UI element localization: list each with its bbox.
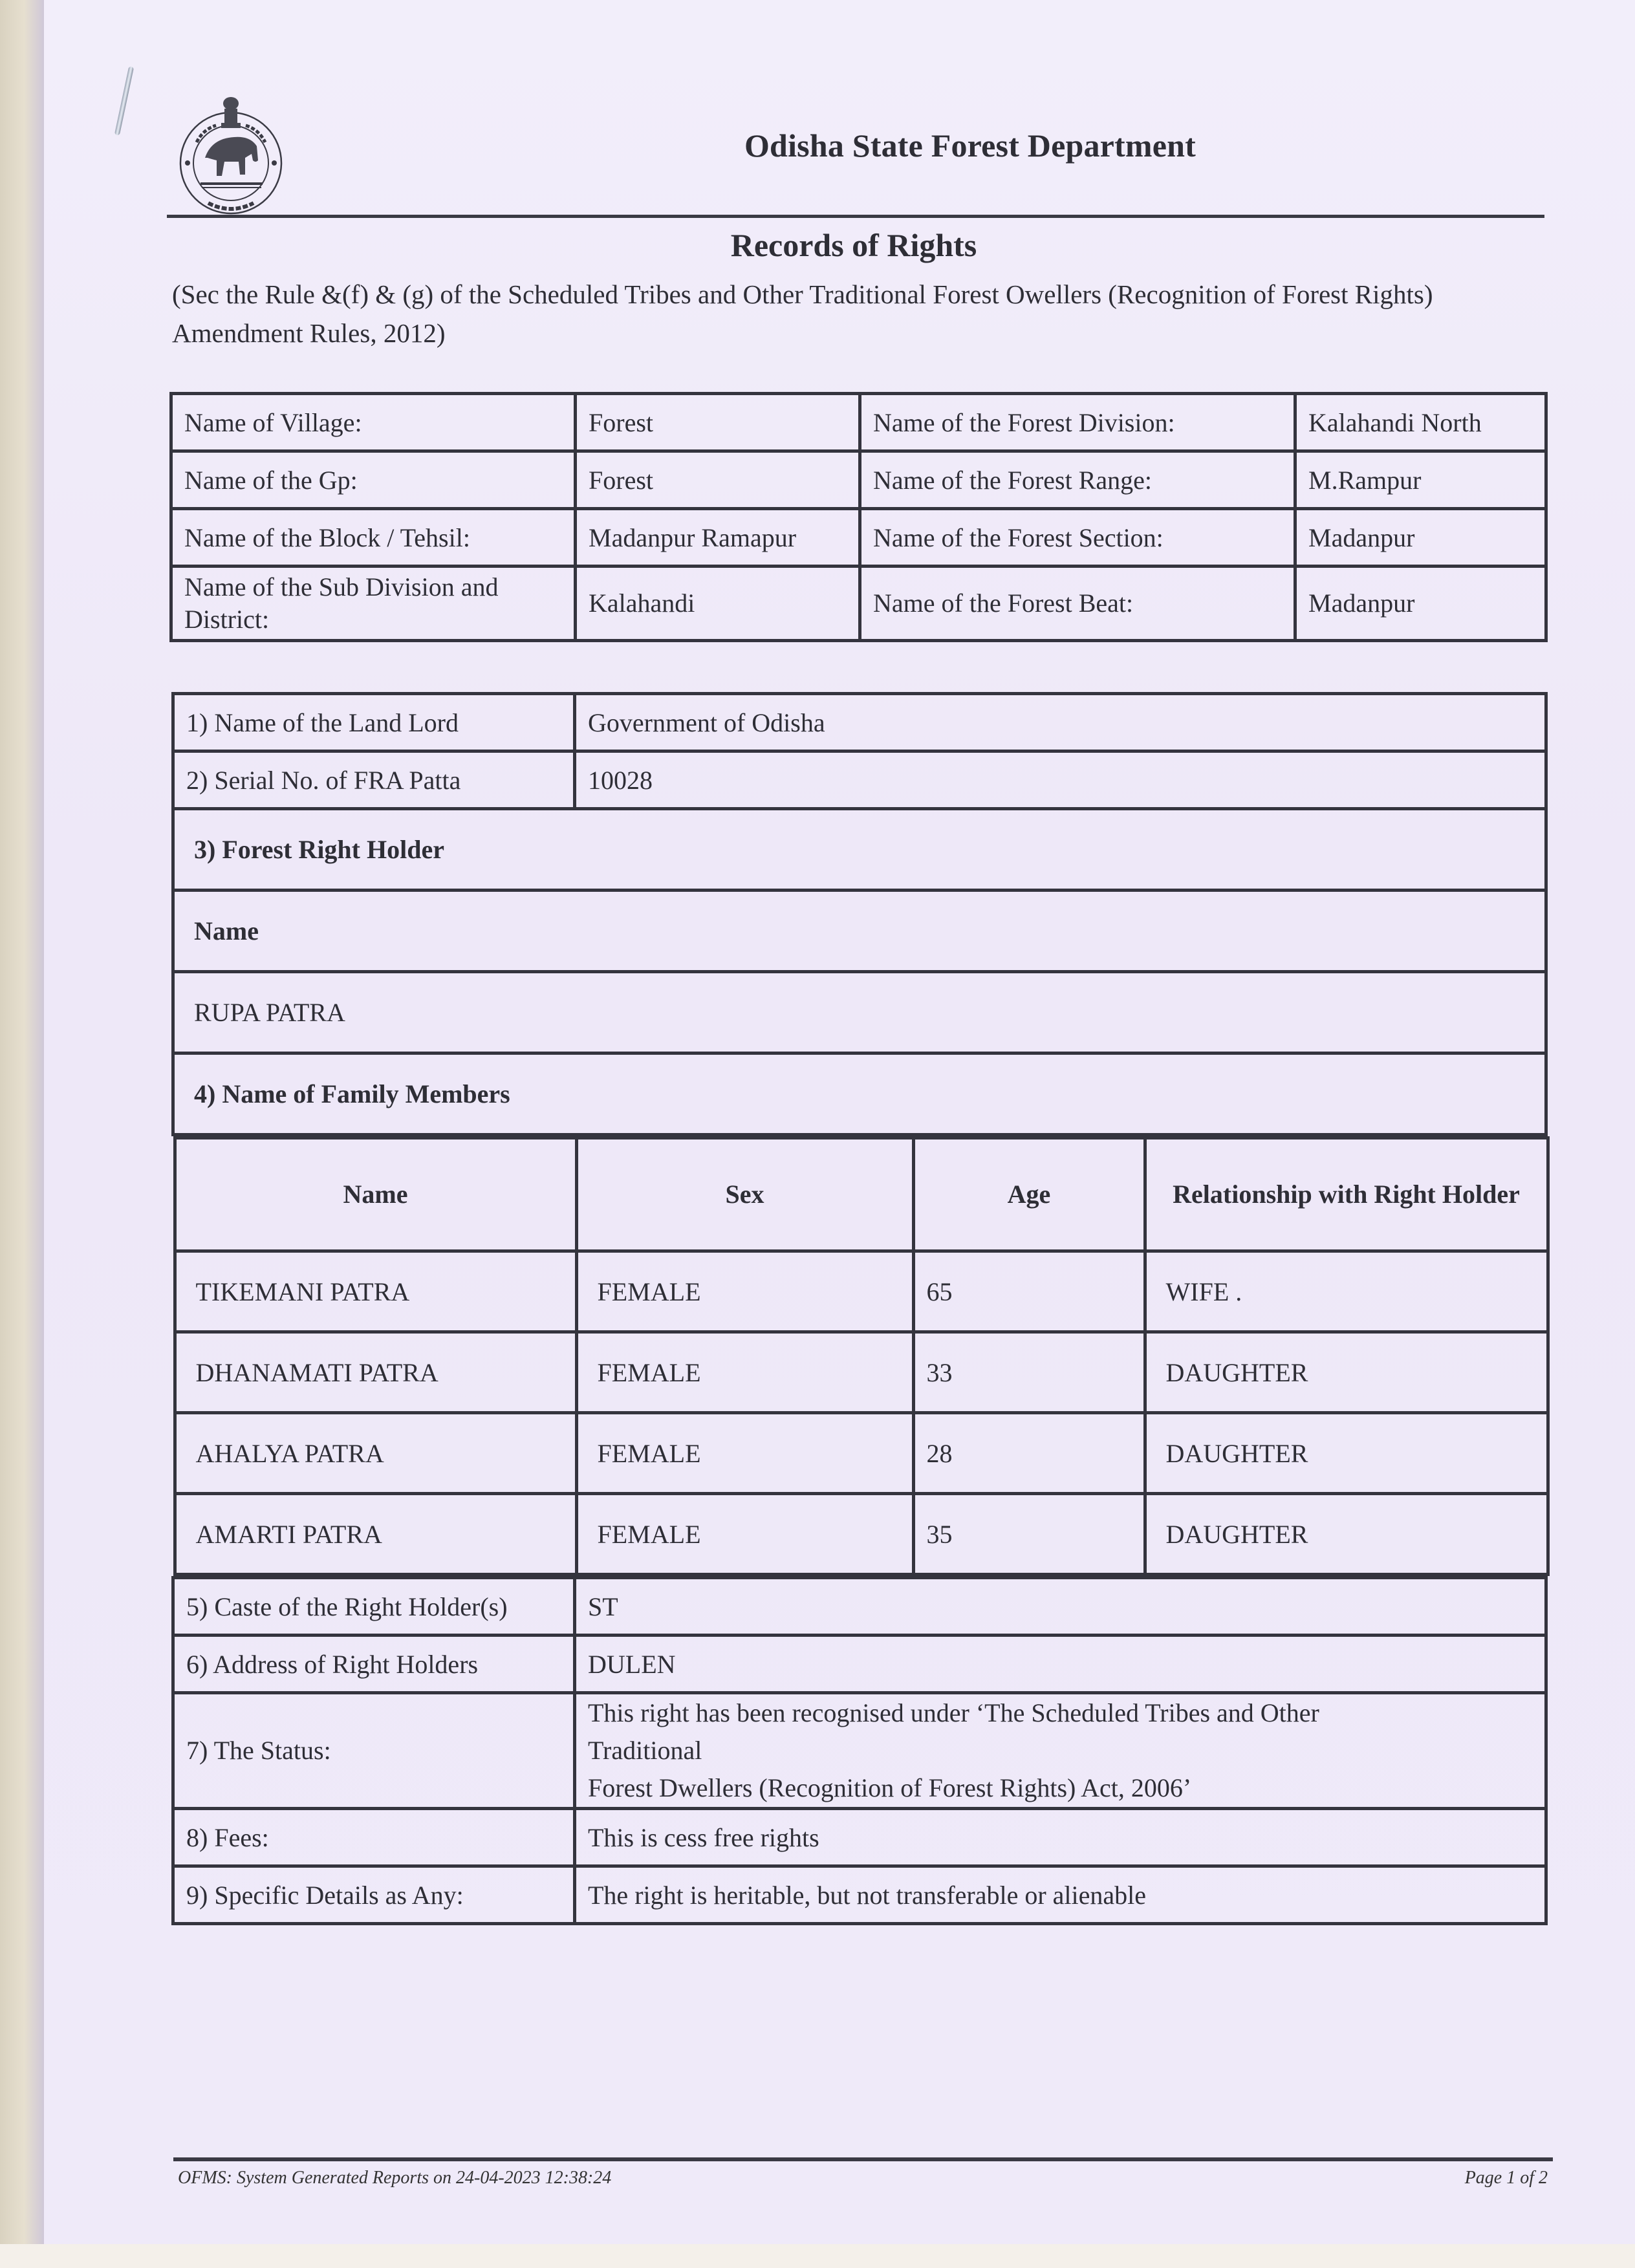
field-label: 1) Name of the Land Lord [173, 694, 575, 751]
document-title: Records of Rights [730, 227, 977, 263]
family-heading-row [173, 1053, 1546, 1135]
table-row [175, 1332, 1548, 1413]
member-sex: FEMALE [576, 1251, 913, 1332]
landlord-row [173, 694, 1546, 751]
generated-timestamp: OFMS: System Generated Reports on 24-04-2023 12:38:24 [178, 2168, 612, 2188]
field-label: Name of the Gp: [171, 451, 576, 509]
location-table [169, 392, 1548, 642]
scan-edge-strip [0, 0, 44, 2268]
section-heading: 4) Name of Family Members [173, 1053, 1546, 1135]
field-label: Name of Village: [171, 394, 576, 451]
document-subtitle: (Sec the Rule &(f) & (g) of the Scheduled Tribes and Other Traditional Forest Owellers (Recognition of Forest Rights) Amendment Rules, 2012) [172, 279, 1433, 348]
table-row [175, 1251, 1548, 1332]
status-line: This right has been recognised under ‘The Scheduled Tribes and Other [588, 1698, 1319, 1727]
footer-divider [173, 2157, 1553, 2161]
status-row [173, 1693, 1546, 1809]
right-holder-name-row [173, 972, 1546, 1053]
field-value: Forest [576, 394, 860, 451]
location-row [171, 509, 1546, 567]
address-row [173, 1636, 1546, 1693]
odisha-government-emblem-icon [176, 92, 286, 221]
right-holder-heading-row [173, 809, 1546, 891]
column-header: Age [913, 1138, 1145, 1251]
landlord-value: Government of Odisha [575, 694, 1546, 751]
member-sex: FEMALE [576, 1332, 913, 1413]
fees-row [173, 1809, 1546, 1866]
location-row [171, 451, 1546, 509]
specific-details-row [173, 1866, 1546, 1924]
field-label: 2) Serial No. of FRA Patta [173, 751, 575, 809]
member-name: TIKEMANI PATRA [175, 1251, 576, 1332]
field-label: Name of the Forest Range: [860, 451, 1295, 509]
field-value: Kalahandi [576, 567, 860, 641]
status-line: Traditional [588, 1736, 702, 1765]
member-age: 65 [913, 1251, 1145, 1332]
right-holder-name: RUPA PATRA [173, 972, 1546, 1053]
status-line: Forest Dwellers (Recognition of Forest Rights) Act, 2006’ [588, 1773, 1192, 1802]
table-row [175, 1494, 1548, 1575]
member-name: AHALYA PATRA [175, 1413, 576, 1494]
family-members-table [173, 1136, 1550, 1576]
section-heading: Name [173, 891, 1546, 972]
field-value: Forest [576, 451, 860, 509]
member-sex: FEMALE [576, 1494, 913, 1575]
field-value: Madanpur [1295, 509, 1546, 567]
field-value: Kalahandi North [1295, 394, 1546, 451]
section-heading: 3) Forest Right Holder [173, 809, 1546, 891]
location-row [171, 567, 1546, 641]
caste-row [173, 1578, 1546, 1636]
member-age: 28 [913, 1413, 1145, 1494]
field-label: Name of the Block / Tehsil: [171, 509, 576, 567]
field-label: 7) The Status: [173, 1693, 575, 1809]
family-header-row [175, 1138, 1548, 1251]
member-name: AMARTI PATRA [175, 1494, 576, 1575]
caste-value: ST [575, 1578, 1546, 1636]
field-label: 6) Address of Right Holders [173, 1636, 575, 1693]
member-relationship: DAUGHTER [1145, 1332, 1548, 1413]
name-heading-row [173, 891, 1546, 972]
field-value: Madanpur [1295, 567, 1546, 641]
member-name: DHANAMATI PATRA [175, 1332, 576, 1413]
page-number: Page 1 of 2 [1464, 2168, 1548, 2188]
family-members-row [173, 1135, 1546, 1578]
member-relationship: DAUGHTER [1145, 1413, 1548, 1494]
record-table [171, 692, 1548, 1925]
field-label: 9) Specific Details as Any: [173, 1866, 575, 1924]
scan-bottom-strip [0, 2244, 1635, 2268]
field-label: Name of the Sub Division and District: [171, 567, 576, 641]
field-label: Name of the Forest Section: [860, 509, 1295, 567]
column-header: Sex [576, 1138, 913, 1251]
field-label: Name of the Forest Division: [860, 394, 1295, 451]
column-header: Relationship with Right Holder [1145, 1138, 1548, 1251]
address-value: DULEN [575, 1636, 1546, 1693]
location-row [171, 394, 1546, 451]
specific-details-value: The right is heritable, but not transferable or alienable [575, 1866, 1546, 1924]
serial-row [173, 751, 1546, 809]
field-label: 8) Fees: [173, 1809, 575, 1866]
member-relationship: DAUGHTER [1145, 1494, 1548, 1575]
serial-value: 10028 [575, 751, 1546, 809]
member-relationship: WIFE . [1145, 1251, 1548, 1332]
header-divider [167, 215, 1544, 218]
status-value [575, 1693, 1546, 1809]
column-header: Name [175, 1138, 576, 1251]
fees-value: This is cess free rights [575, 1809, 1546, 1866]
member-age: 33 [913, 1332, 1145, 1413]
field-value: Madanpur Ramapur [576, 509, 860, 567]
field-label: 5) Caste of the Right Holder(s) [173, 1578, 575, 1636]
field-label: Name of the Forest Beat: [860, 567, 1295, 641]
field-value: M.Rampur [1295, 451, 1546, 509]
table-row [175, 1413, 1548, 1494]
member-age: 35 [913, 1494, 1145, 1575]
department-title: Odisha State Forest Department [744, 127, 1196, 164]
member-sex: FEMALE [576, 1413, 913, 1494]
